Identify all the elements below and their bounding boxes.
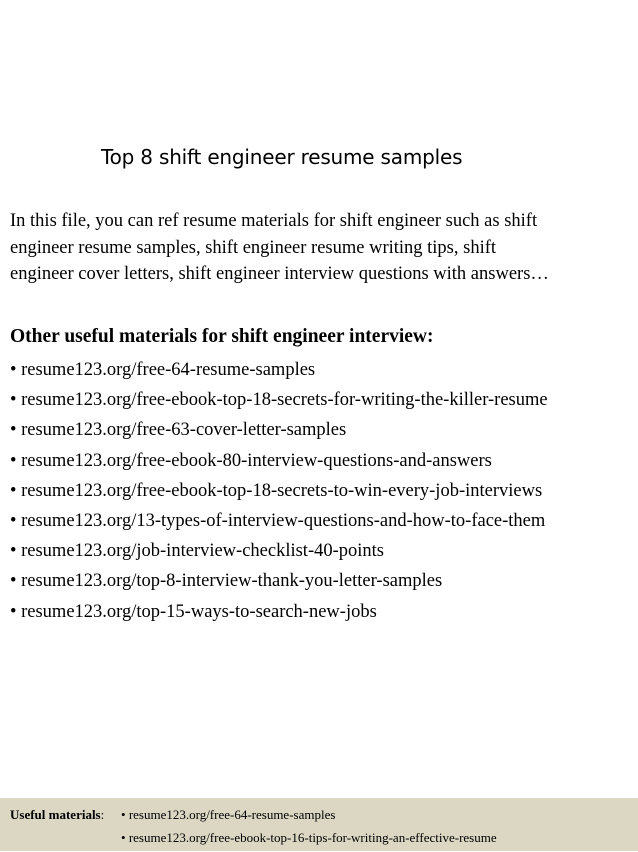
intro-line: engineer cover letters, shift engineer interview questions with answers…	[10, 264, 549, 284]
materials-link[interactable]: • resume123.org/free-ebook-top-18-secrets-to-win-every-job-interviews	[10, 476, 548, 506]
footer-link[interactable]: • resume123.org/free-64-resume-samples	[121, 806, 497, 829]
materials-link[interactable]: • resume123.org/free-64-resume-samples	[10, 355, 548, 385]
materials-link[interactable]: • resume123.org/job-interview-checklist-40-points	[10, 536, 548, 566]
materials-link[interactable]: • resume123.org/13-types-of-interview-questions-and-how-to-face-them	[10, 506, 548, 536]
materials-link[interactable]: • resume123.org/free-63-cover-letter-samples	[10, 415, 548, 445]
materials-link[interactable]: • resume123.org/top-15-ways-to-search-new-jobs	[10, 597, 548, 627]
footer-link-list	[121, 806, 497, 852]
intro-line: engineer resume samples, shift engineer resume writing tips, shift	[10, 237, 497, 258]
footer-bar	[0, 798, 638, 851]
materials-link[interactable]: • resume123.org/free-ebook-80-interview-questions-and-answers	[10, 446, 548, 476]
materials-link-list	[10, 355, 548, 627]
materials-link[interactable]: • resume123.org/top-8-interview-thank-you-letter-samples	[10, 566, 548, 596]
intro-paragraph	[10, 208, 630, 288]
section-heading: Other useful materials for shift engineer interview:	[10, 326, 434, 347]
intro-line: In this file, you can ref resume materials for shift engineer such as shift	[10, 211, 538, 231]
footer-label-text: Useful materials	[10, 807, 101, 822]
footer-link[interactable]: • resume123.org/free-ebook-top-16-tips-for-writing-an-effective-resume	[121, 829, 497, 852]
footer-label	[10, 806, 104, 824]
footer-label-colon: :	[100, 807, 105, 822]
materials-link[interactable]: • resume123.org/free-ebook-top-18-secrets-for-writing-the-killer-resume	[10, 385, 548, 415]
page-title: Top 8 shift engineer resume samples	[101, 145, 463, 169]
